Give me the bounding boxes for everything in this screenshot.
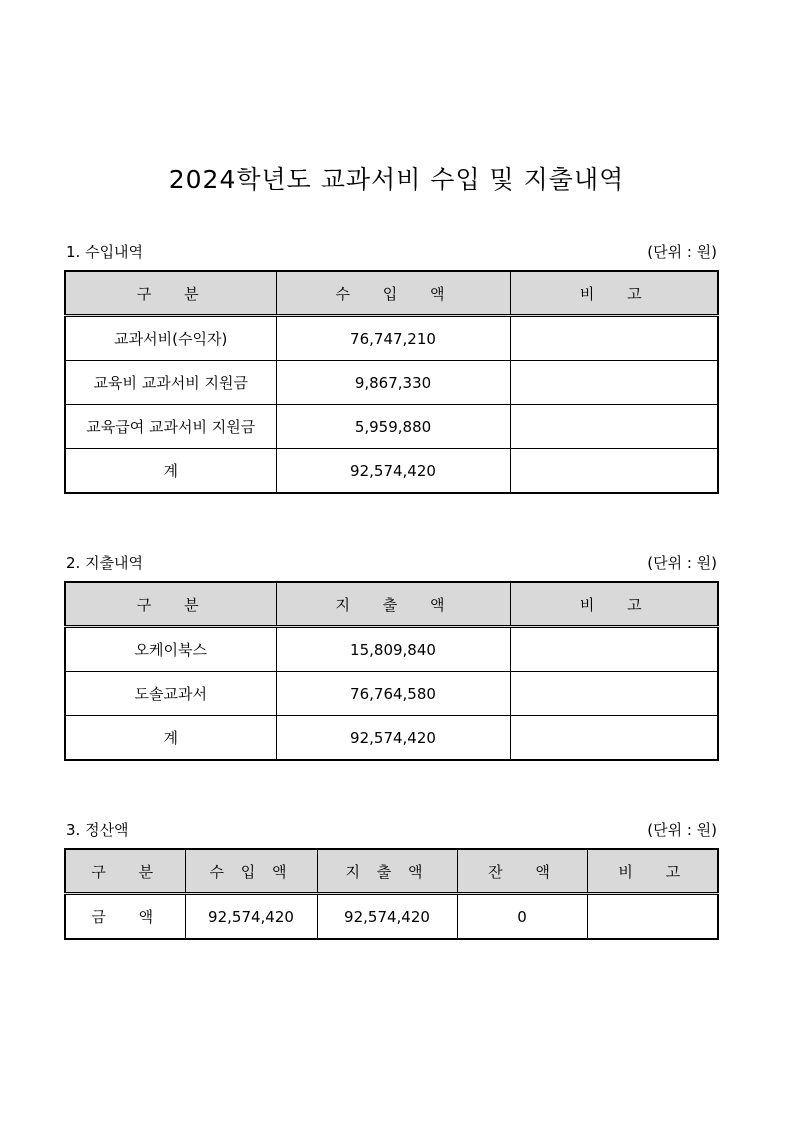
expense-total-note xyxy=(510,716,718,761)
income-section-header xyxy=(66,241,717,261)
page-title: 2024학년도 교과서비 수입 및 지출내역 xyxy=(168,165,625,194)
expense-total-row xyxy=(65,716,718,761)
expense-amount-cell: 15,809,840 xyxy=(276,627,510,672)
income-category-cell: 교육급여 교과서비 지원금 xyxy=(65,405,276,449)
income-amount-cell: 5,959,880 xyxy=(276,405,510,449)
expense-header-row xyxy=(65,582,718,627)
expense-note-cell xyxy=(510,672,718,716)
income-heading: 1. 수입내역 xyxy=(66,243,144,261)
table-row xyxy=(65,316,718,361)
income-header-category: 구 분 xyxy=(65,271,276,316)
settlement-income-cell: 92,574,420 xyxy=(185,894,317,940)
expense-table xyxy=(64,581,719,761)
income-total-row xyxy=(65,449,718,494)
income-note-cell xyxy=(510,405,718,449)
table-row xyxy=(65,405,718,449)
income-table xyxy=(64,270,719,494)
expense-category-cell: 도솔교과서 xyxy=(65,672,276,716)
settlement-header-balance: 잔 액 xyxy=(457,849,587,894)
table-row xyxy=(65,361,718,405)
expense-note-cell xyxy=(510,627,718,672)
settlement-header-expense: 지 출 액 xyxy=(317,849,457,894)
settlement-header-category: 구 분 xyxy=(65,849,185,894)
expense-section-header xyxy=(66,552,717,572)
settlement-table xyxy=(64,848,719,940)
expense-total-label: 계 xyxy=(65,716,276,761)
income-amount-cell: 76,747,210 xyxy=(276,316,510,361)
income-total-note xyxy=(510,449,718,494)
expense-header-category: 구 분 xyxy=(65,582,276,627)
expense-unit-label: (단위 : 원) xyxy=(647,554,717,572)
settlement-category-cell: 금 액 xyxy=(65,894,185,940)
expense-category-cell: 오케이북스 xyxy=(65,627,276,672)
income-amount-cell: 9,867,330 xyxy=(276,361,510,405)
income-header-row xyxy=(65,271,718,316)
settlement-heading: 3. 정산액 xyxy=(66,821,129,839)
settlement-header-note: 비 고 xyxy=(587,849,718,894)
settlement-header-income: 수 입 액 xyxy=(185,849,317,894)
income-total-amount: 92,574,420 xyxy=(276,449,510,494)
settlement-unit-label: (단위 : 원) xyxy=(647,821,717,839)
expense-header-note: 비 고 xyxy=(510,582,718,627)
expense-total-amount: 92,574,420 xyxy=(276,716,510,761)
income-note-cell xyxy=(510,361,718,405)
settlement-balance-cell: 0 xyxy=(457,894,587,940)
income-header-note: 비 고 xyxy=(510,271,718,316)
settlement-section-header xyxy=(66,819,717,839)
expense-header-amount: 지 출 액 xyxy=(276,582,510,627)
expense-heading: 2. 지출내역 xyxy=(66,554,144,572)
expense-amount-cell: 76,764,580 xyxy=(276,672,510,716)
income-unit-label: (단위 : 원) xyxy=(647,243,717,261)
income-category-cell: 교과서비(수익자) xyxy=(65,316,276,361)
income-total-label: 계 xyxy=(65,449,276,494)
income-note-cell xyxy=(510,316,718,361)
table-row xyxy=(65,672,718,716)
settlement-header-row xyxy=(65,849,718,894)
settlement-note-cell xyxy=(587,894,718,940)
settlement-expense-cell: 92,574,420 xyxy=(317,894,457,940)
table-row xyxy=(65,627,718,672)
income-category-cell: 교육비 교과서비 지원금 xyxy=(65,361,276,405)
income-header-amount: 수 입 액 xyxy=(276,271,510,316)
table-row xyxy=(65,894,718,940)
